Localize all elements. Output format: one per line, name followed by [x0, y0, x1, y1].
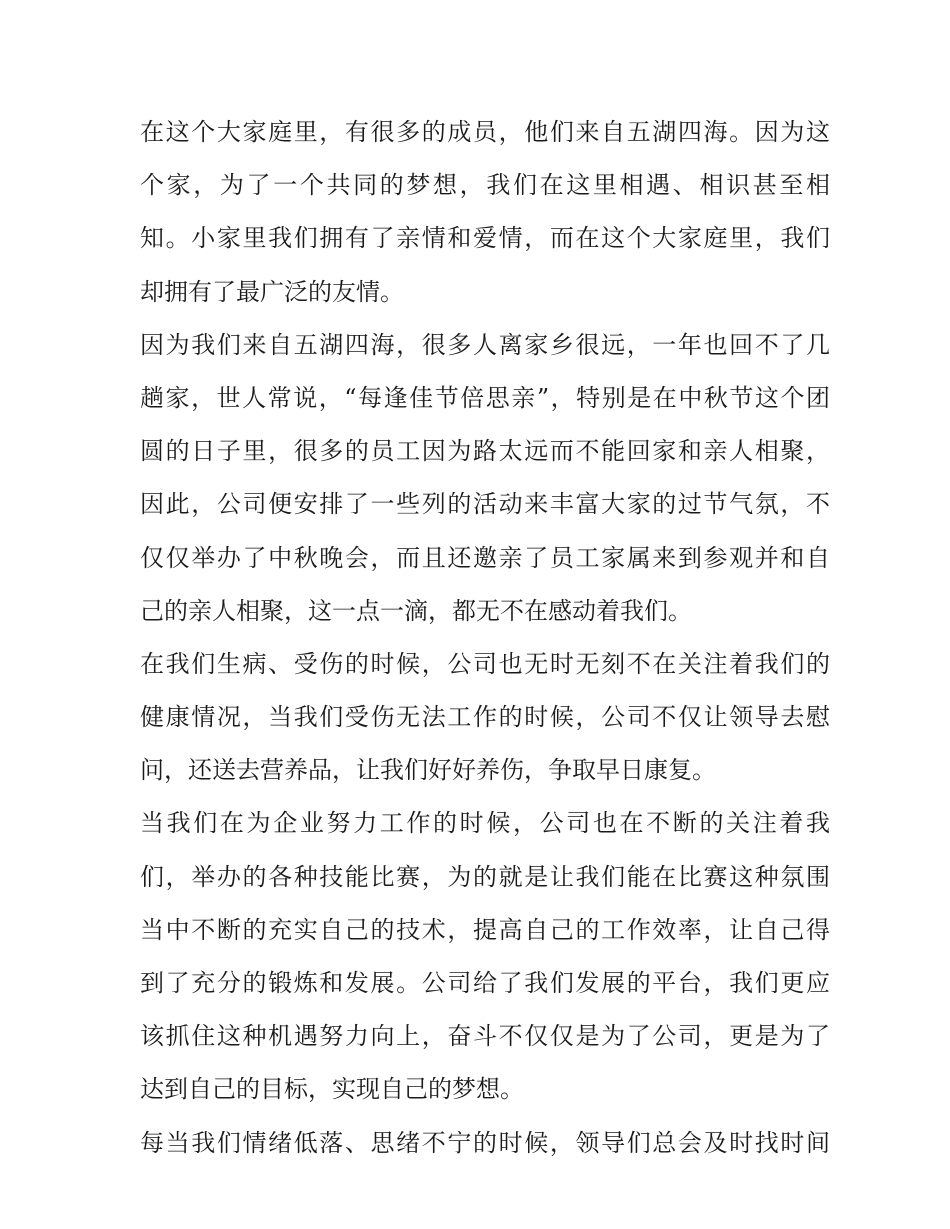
text-line: 圆的日子里，很多的员工因为路太远而不能回家和亲人相聚， — [140, 437, 830, 466]
text-line: 们，举办的各种技能比赛，为的就是让我们能在比赛这种氛围 — [140, 862, 830, 891]
text-line: 当中不断的充实自己的技术，提高自己的工作效率，让自己得 — [140, 915, 830, 944]
text-line: 己的亲人相聚，这一点一滴，都无不在感动着我们。 — [140, 596, 692, 625]
text-line: 该抓住这种机遇努力向上，奋斗不仅仅是为了公司，更是为了 — [140, 1022, 830, 1051]
text-line: 问，还送去营养品，让我们好好养伤，争取早日康复。 — [140, 756, 716, 785]
text-line: 达到自己的目标，实现自己的梦想。 — [140, 1075, 524, 1104]
text-line: 每当我们情绪低落、思绪不宁的时候，领导们总会及时找时间 — [140, 1128, 830, 1157]
text-line: 在我们生病、受伤的时候，公司也无时无刻不在关注着我们的 — [140, 649, 830, 678]
text-line: 健康情况，当我们受伤无法工作的时候，公司不仅让领导去慰 — [140, 703, 830, 732]
document-body — [140, 106, 830, 1170]
text-line: 当我们在为企业努力工作的时候，公司也在不断的关注着我 — [140, 809, 830, 838]
text-line: 因此，公司便安排了一些列的活动来丰富大家的过节气氛，不 — [140, 490, 830, 519]
text-line: 因为我们来自五湖四海，很多人离家乡很远，一年也回不了几 — [140, 330, 830, 359]
text-line: 仅仅举办了中秋晚会，而且还邀亲了员工家属来到参观并和自 — [140, 543, 830, 572]
text-line: 趟家，世人常说，“每逢佳节倍思亲”，特别是在中秋节这个团 — [140, 383, 830, 412]
text-line: 在这个大家庭里，有很多的成员，他们来自五湖四海。因为这 — [140, 118, 830, 146]
text-line: 到了充分的锻炼和发展。公司给了我们发展的平台，我们更应 — [140, 969, 830, 997]
text-line: 知。小家里我们拥有了亲情和爱情，而在这个大家庭里，我们 — [140, 224, 830, 253]
text-line: 却拥有了最广泛的友情。 — [140, 277, 404, 306]
text-line: 个家，为了一个共同的梦想，我们在这里相遇、相识甚至相 — [140, 171, 830, 200]
